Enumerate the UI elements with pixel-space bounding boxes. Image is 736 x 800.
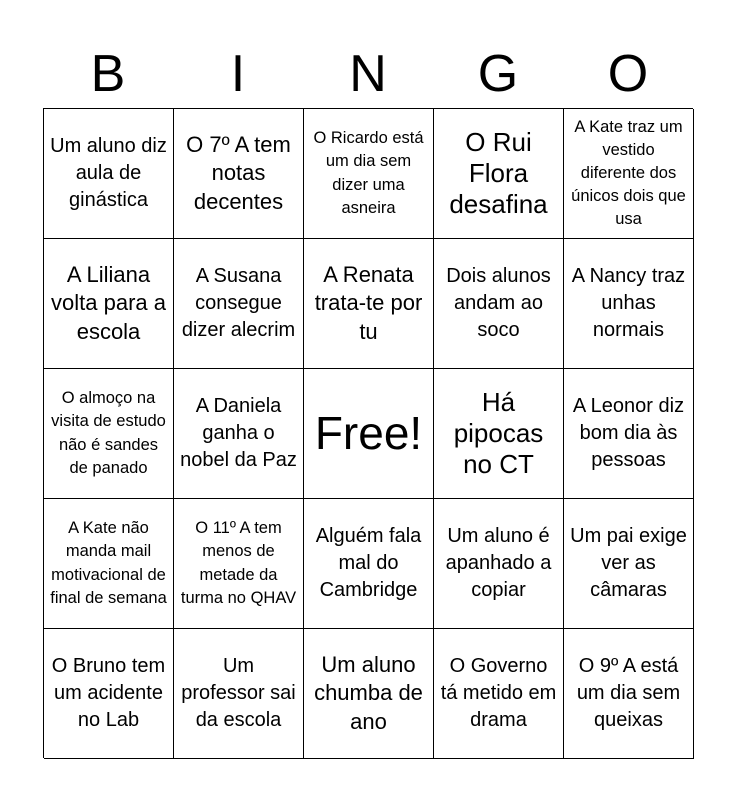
bingo-cell[interactable] bbox=[564, 239, 694, 369]
bingo-cell[interactable] bbox=[434, 629, 564, 759]
cell-text: A Kate traz um vestido diferente dos únicos dois que usa bbox=[571, 117, 686, 229]
cell-text: O 9º A está um dia sem queixas bbox=[576, 655, 681, 731]
cell-text: A Kate não manda mail motivacional de final de semana bbox=[50, 519, 167, 607]
bingo-cell[interactable] bbox=[304, 109, 434, 239]
bingo-cell[interactable] bbox=[564, 109, 694, 239]
cell-text: O Governo tá metido em drama bbox=[440, 655, 557, 731]
cell-text: Dois alunos andam ao soco bbox=[446, 265, 551, 341]
bingo-card-grid bbox=[43, 108, 693, 758]
cell-text: O Rui Flora desafina bbox=[449, 126, 548, 220]
header-letter-g: G bbox=[477, 45, 519, 103]
bingo-cell[interactable] bbox=[174, 109, 304, 239]
bingo-cell[interactable] bbox=[434, 369, 564, 499]
cell-text: A Nancy traz unhas normais bbox=[571, 265, 686, 341]
bingo-cell[interactable] bbox=[44, 629, 174, 759]
cell-text: O 11º A tem menos de metade da turma no QHAV bbox=[180, 519, 297, 607]
cell-text: A Daniela ganha o nobel da Paz bbox=[180, 395, 297, 471]
bingo-cell[interactable] bbox=[174, 629, 304, 759]
cell-text: O almoço na visita de estudo não é sandes de panado bbox=[51, 389, 166, 477]
bingo-cell[interactable] bbox=[44, 369, 174, 499]
cell-text: O Ricardo está um dia sem dizer uma asneira bbox=[313, 129, 424, 217]
bingo-cell[interactable] bbox=[174, 499, 304, 629]
cell-text: Um professor sai da escola bbox=[181, 655, 296, 731]
cell-text: Um pai exige ver as câmaras bbox=[570, 525, 687, 601]
bingo-cell[interactable] bbox=[174, 369, 304, 499]
bingo-cell[interactable] bbox=[44, 109, 174, 239]
cell-text: Um aluno é apanhado a copiar bbox=[445, 525, 552, 601]
cell-text: Um aluno chumba de ano bbox=[314, 651, 423, 734]
cell-text: Há pipocas no CT bbox=[453, 386, 544, 480]
cell-text: Alguém fala mal do Cambridge bbox=[315, 525, 422, 601]
bingo-cell[interactable] bbox=[44, 499, 174, 629]
bingo-cell[interactable] bbox=[304, 499, 434, 629]
bingo-cell[interactable] bbox=[434, 109, 564, 239]
bingo-cell[interactable] bbox=[174, 239, 304, 369]
cell-text: A Liliana volta para a escola bbox=[51, 261, 166, 344]
free-cell[interactable] bbox=[304, 369, 434, 499]
cell-text: O 7º A tem notas decentes bbox=[186, 131, 291, 214]
bingo-header bbox=[43, 40, 693, 108]
bingo-cell[interactable] bbox=[564, 369, 694, 499]
cell-text: A Susana consegue dizer alecrim bbox=[181, 265, 296, 341]
bingo-cell[interactable] bbox=[434, 239, 564, 369]
header-letter-n: N bbox=[349, 45, 387, 103]
bingo-cell[interactable] bbox=[304, 239, 434, 369]
header-letter-i: I bbox=[230, 45, 246, 103]
bingo-cell[interactable] bbox=[304, 629, 434, 759]
bingo-cell[interactable] bbox=[434, 499, 564, 629]
bingo-cell[interactable] bbox=[564, 629, 694, 759]
cell-text: A Renata trata-te por tu bbox=[314, 261, 423, 344]
cell-text: A Leonor diz bom dia às pessoas bbox=[572, 395, 685, 471]
cell-text: Um aluno diz aula de ginástica bbox=[50, 135, 167, 211]
bingo-cell[interactable] bbox=[564, 499, 694, 629]
header-letter-b: B bbox=[90, 45, 126, 103]
cell-text: O Bruno tem um acidente no Lab bbox=[51, 655, 166, 731]
header-letter-o: O bbox=[607, 45, 649, 103]
cell-text: Free! bbox=[314, 407, 423, 460]
bingo-cell[interactable] bbox=[44, 239, 174, 369]
